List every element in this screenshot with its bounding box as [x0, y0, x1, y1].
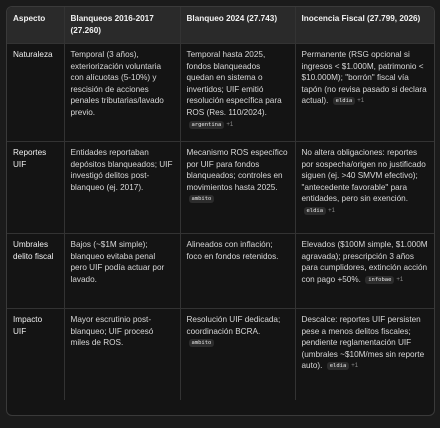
table-cell — [64, 142, 180, 234]
source-count[interactable]: +1 — [351, 363, 359, 370]
cell-text: Descalce: reportes UIF persisten pese a menos delitos fiscales; pendiente reglamentación UIF (umbrales ~$10M/mes sin reporte auto). — [301, 315, 425, 371]
cell-text: Resolución UIF dedicada; coordinación BCRA. — [186, 315, 281, 336]
table-cell — [180, 309, 295, 401]
cell-text: Elevados ($100M simple, $1.000M agravada); prescripción 3 años para cumplidores, extinción acción con pago +50%. — [301, 240, 428, 284]
table-row — [7, 309, 434, 401]
cell-text: Alineados con inflación; foco en fondos retenidos. — [186, 240, 279, 261]
comparison-table — [7, 7, 434, 400]
source-count[interactable]: +1 — [328, 207, 335, 214]
source-chip[interactable]: eldia — [333, 97, 356, 105]
source-count[interactable]: +1 — [357, 98, 365, 105]
cell-text: Temporal hasta 2025, fondos blanqueados quedan en sistema o invertidos; UIF emitió resolución específica para ROS (Res. 110/2024). — [186, 50, 282, 117]
table-cell — [180, 44, 295, 142]
row-label: Umbrales delito fiscal — [7, 234, 64, 309]
cell-text: Mayor escrutinio post-blanqueo; UIF procesó miles de ROS. — [70, 315, 154, 348]
header-aspecto: Aspecto — [7, 7, 64, 44]
table-cell — [64, 234, 180, 309]
table-cell — [180, 234, 295, 309]
source-chip[interactable]: eldia — [304, 207, 327, 215]
header-inocencia-fiscal: Inocencia Fiscal (27.799, 2026) — [295, 7, 434, 44]
source-chip[interactable]: infobae — [365, 276, 394, 284]
cell-text: Temporal (3 años), exteriorización voluntaria con alícuotas (5-10%) y rescisión de acciones penales tributarias/lavado previo. — [70, 50, 164, 117]
source-chip[interactable]: ambito — [189, 195, 215, 203]
cell-text: Bajos (~$1M simple); blanqueo evitaba penal pero UIF podía actuar por lavado. — [70, 240, 165, 284]
row-label: Impacto UIF — [7, 309, 64, 401]
source-chip[interactable]: eldia — [327, 362, 350, 370]
table-cell — [295, 142, 434, 234]
table-cell — [180, 142, 295, 234]
table-cell — [295, 309, 434, 401]
row-label: Naturaleza — [7, 44, 64, 142]
table-cell — [64, 309, 180, 401]
table-header-row — [7, 7, 434, 44]
row-label: Reportes UIF — [7, 142, 64, 234]
source-count[interactable]: +1 — [226, 121, 234, 128]
cell-text: Entidades reportaban depósitos blanqueados; UIF investigó delitos post-blanqueo (ej. 2017). — [70, 148, 173, 192]
header-blanqueos-2016-2017: Blanqueos 2016-2017 (27.260) — [64, 7, 180, 44]
table-cell — [295, 44, 434, 142]
table-cell — [295, 234, 434, 309]
cell-text: No altera obligaciones: reportes por sospecha/origen no justificado siguen (ej. >40 SMVM efectivo); "antecedente favorable" para entidades, pero sin exención. — [301, 148, 426, 204]
header-blanqueo-2024: Blanqueo 2024 (27.743) — [180, 7, 295, 44]
source-chip[interactable]: argentina — [189, 121, 225, 129]
table-row — [7, 234, 434, 309]
table-row — [7, 44, 434, 142]
table-cell — [64, 44, 180, 142]
comparison-table-container — [6, 6, 435, 416]
cell-text: Mecanismo ROS específico por UIF para fondos blanqueados; controles en movimientos hasta 2025. — [186, 148, 288, 192]
cell-text: Permanente (RSG opcional si ingresos < $1.000M, patrimonio < $10.000M); "borrón" fiscal vía tapón (no revisa pasado si declara actual). — [301, 50, 427, 106]
table-row — [7, 142, 434, 234]
source-chip[interactable]: ambito — [189, 339, 215, 347]
source-count[interactable]: +1 — [396, 276, 404, 283]
